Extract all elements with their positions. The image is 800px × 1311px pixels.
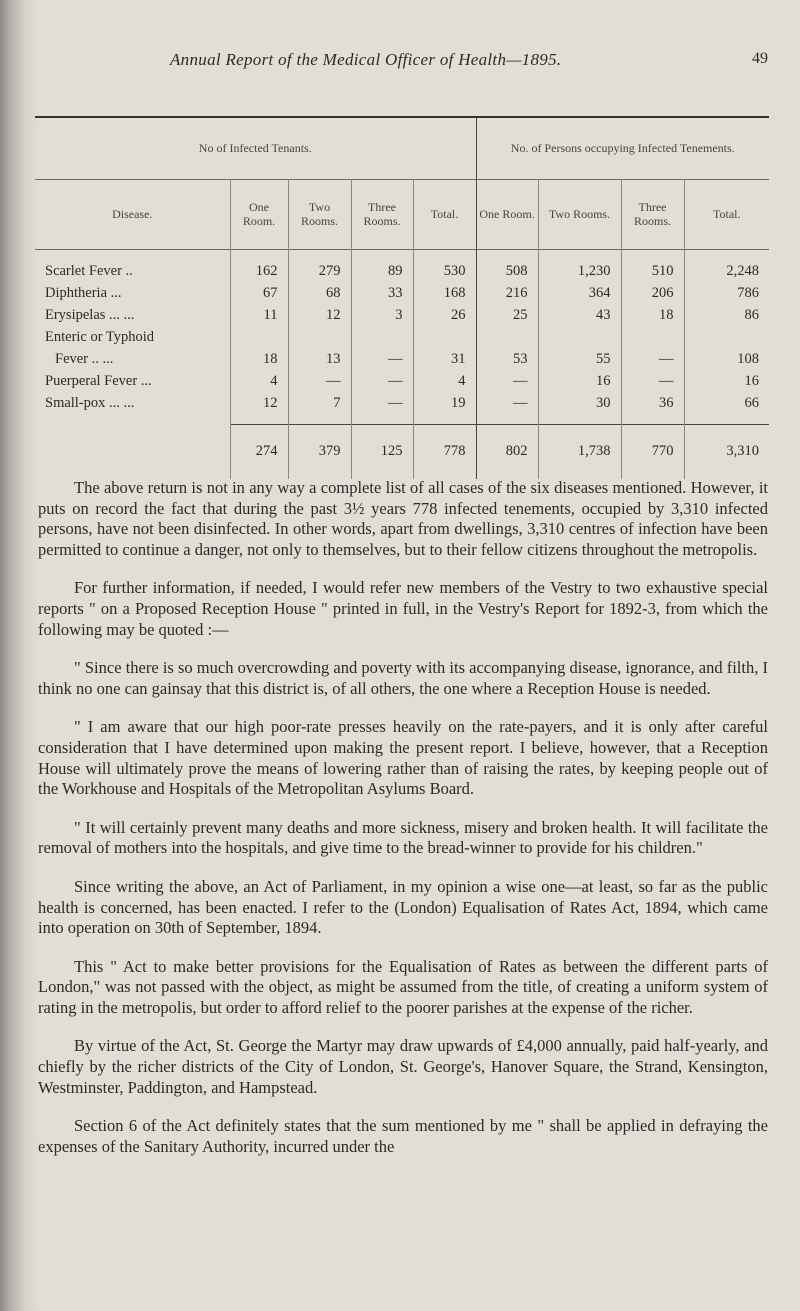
column-header: Total. [413, 179, 476, 249]
column-header: One Room. [476, 179, 538, 249]
table-cell: 67 [230, 282, 288, 304]
disease-table-wrap [35, 116, 769, 479]
table-cell: — [288, 370, 351, 392]
disease-name: Small-pox ... [45, 394, 120, 411]
table-cell: 12 [288, 304, 351, 326]
leader-dots: ... [140, 372, 152, 389]
leader-dots: ... ... [109, 306, 135, 323]
paragraph: Since writing the above, an Act of Parliament, in my opinion a wise one—at least, so far as the public health is concerned, has been enacted. I refer to the (London) Equalisation of Rates Act, 1894, which came into operation on 30th of September, 1894. [38, 876, 768, 938]
table-cell: 2,248 [684, 260, 769, 282]
table-cell: — [476, 392, 538, 414]
column-header: One Room. [230, 179, 288, 249]
column-header: Two Rooms. [288, 179, 351, 249]
table-cell: 66 [684, 392, 769, 414]
table-cell: 11 [230, 304, 288, 326]
disease-name: Scarlet Fever [45, 262, 122, 279]
table-column-header-row [35, 179, 769, 249]
table-row-label-line [35, 326, 769, 348]
table-row [35, 282, 769, 304]
total-cell: 125 [351, 424, 413, 479]
total-cell: 802 [476, 424, 538, 479]
quote-paragraph: " It will certainly prevent many deaths and more sickness, misery and broken health. It will facilitate the removal of mothers into the hospitals, and give time to the bread-winner to provide for his children." [38, 817, 768, 858]
table-cell: 16 [538, 370, 621, 392]
table-cell: 530 [413, 260, 476, 282]
total-cell: 778 [413, 424, 476, 479]
table-cell: 43 [538, 304, 621, 326]
table-cell: 510 [621, 260, 684, 282]
total-cell: 1,738 [538, 424, 621, 479]
table-cell: — [621, 348, 684, 370]
table-row [35, 370, 769, 392]
table-cell: 33 [351, 282, 413, 304]
disease-name: Enteric or Typhoid [45, 328, 155, 345]
body-text [38, 478, 768, 1175]
table-cell: — [476, 370, 538, 392]
page-number: 49 [752, 50, 768, 67]
disease-name: Puerperal Fever [45, 372, 138, 389]
table-cell: 86 [684, 304, 769, 326]
column-header: Two Rooms. [538, 179, 621, 249]
table-cell: 216 [476, 282, 538, 304]
total-cell: 3,310 [684, 424, 769, 479]
table-cell: 279 [288, 260, 351, 282]
table-cell: 53 [476, 348, 538, 370]
table-cell: 508 [476, 260, 538, 282]
table-cell: 18 [621, 304, 684, 326]
table-cell: 13 [288, 348, 351, 370]
total-cell: 379 [288, 424, 351, 479]
table-cell: — [351, 392, 413, 414]
disease-name: Erysipelas [45, 306, 106, 323]
leader-dots: ... [102, 350, 114, 367]
disease-name-line2: Fever [55, 350, 89, 367]
column-header-disease: Disease. [112, 207, 153, 221]
table-cell: 206 [621, 282, 684, 304]
table-cell: 168 [413, 282, 476, 304]
running-title: Annual Report of the Medical Officer of Health—1895. [170, 50, 562, 69]
table-cell: 16 [684, 370, 769, 392]
table-cell: — [351, 370, 413, 392]
table-cell: 7 [288, 392, 351, 414]
table-cell: 68 [288, 282, 351, 304]
paragraph: This " Act to make better provisions for the Equalisation of Rates as between the different parts of London," was not passed with the object, as might be assumed from the title, of creating a uniform system of rating in the metropolis, but order to afford relief to the poorer parishes at the expense of the richer. [38, 956, 768, 1017]
leader-dots: .. [91, 350, 99, 367]
leader-dots: .. [125, 262, 133, 279]
table-cell: 55 [538, 348, 621, 370]
total-cell: 274 [230, 424, 288, 479]
table-cell: 786 [684, 282, 769, 304]
table-cell: 26 [413, 304, 476, 326]
table-cell: — [351, 348, 413, 370]
table-totals-row [35, 424, 769, 479]
table-cell: 19 [413, 392, 476, 414]
table-group-header-row [35, 117, 769, 179]
table-cell: 1,230 [538, 260, 621, 282]
table-cell: 162 [230, 260, 288, 282]
total-cell: 770 [621, 424, 684, 479]
table-cell: — [621, 370, 684, 392]
table-cell: 3 [351, 304, 413, 326]
infected-tenements-table [35, 116, 769, 479]
running-head [60, 50, 780, 74]
leader-dots: ... [110, 284, 122, 301]
table-cell: 89 [351, 260, 413, 282]
table-cell: 12 [230, 392, 288, 414]
quote-paragraph: " I am aware that our high poor-rate presses heavily on the rate-payers, and it is only after careful consideration that I have determined upon making the present report. I believe, however, that a Reception House will ultimately prove the means of lowering rather than of raising the rates, by keeping people out of the Workhouse and Hospitals of the Metropolitan Asylums Board. [38, 717, 768, 799]
table-row [35, 348, 769, 370]
group-header-tenants: No of Infected Tenants. [198, 141, 312, 156]
leader-dots: ... [123, 394, 135, 411]
table-cell: 30 [538, 392, 621, 414]
column-header: Three Rooms. [621, 179, 684, 249]
paragraph: Section 6 of the Act definitely states that the sum mentioned by me " shall be applied in defraying the expenses of the Sanitary Authority, incurred under the [38, 1116, 768, 1156]
paragraph: The above return is not in any way a complete list of all cases of the six diseases mentioned. However, it puts on record the fact that during the past 3½ years 778 infected tenements, occupied by 3,310 infected persons, have not been disinfected. In other words, apart from dwellings, 3,310 centres of infection have been permitted to continue a danger, not only to themselves, but to their fellow citizens throughout the metropolis. [38, 478, 768, 559]
group-header-persons: No. of Persons occupying Infected Tenements. [476, 117, 769, 179]
table-cell: 108 [684, 348, 769, 370]
table-cell: 364 [538, 282, 621, 304]
table-row [35, 392, 769, 414]
table-cell: 31 [413, 348, 476, 370]
table-cell: 25 [476, 304, 538, 326]
paragraph: For further information, if needed, I would refer new members of the Vestry to two exhaustive special reports " on a Proposed Reception House " printed in full, in the Vestry's Report for 1892-3, from which the following may be quoted :— [38, 578, 768, 639]
column-header: Three Rooms. [351, 179, 413, 249]
table-cell: 18 [230, 348, 288, 370]
table-cell: 36 [621, 392, 684, 414]
paragraph: By virtue of the Act, St. George the Martyr may draw upwards of £4,000 annually, paid half-yearly, and chiefly by the richer districts of the City of London, St. George's, Hanover Square, the Strand, Kensington, Westminster, Paddington, and Hampstead. [38, 1036, 768, 1097]
table-row [35, 260, 769, 282]
column-header: Total. [684, 179, 769, 249]
disease-name: Diphtheria [45, 284, 108, 301]
table-cell: 4 [413, 370, 476, 392]
table-row [35, 304, 769, 326]
quote-paragraph: " Since there is so much overcrowding and poverty with its accompanying disease, ignorance, and filth, I think no one can gainsay that this district is, of all others, the one where a Reception House is needed. [38, 658, 768, 698]
table-cell: 4 [230, 370, 288, 392]
